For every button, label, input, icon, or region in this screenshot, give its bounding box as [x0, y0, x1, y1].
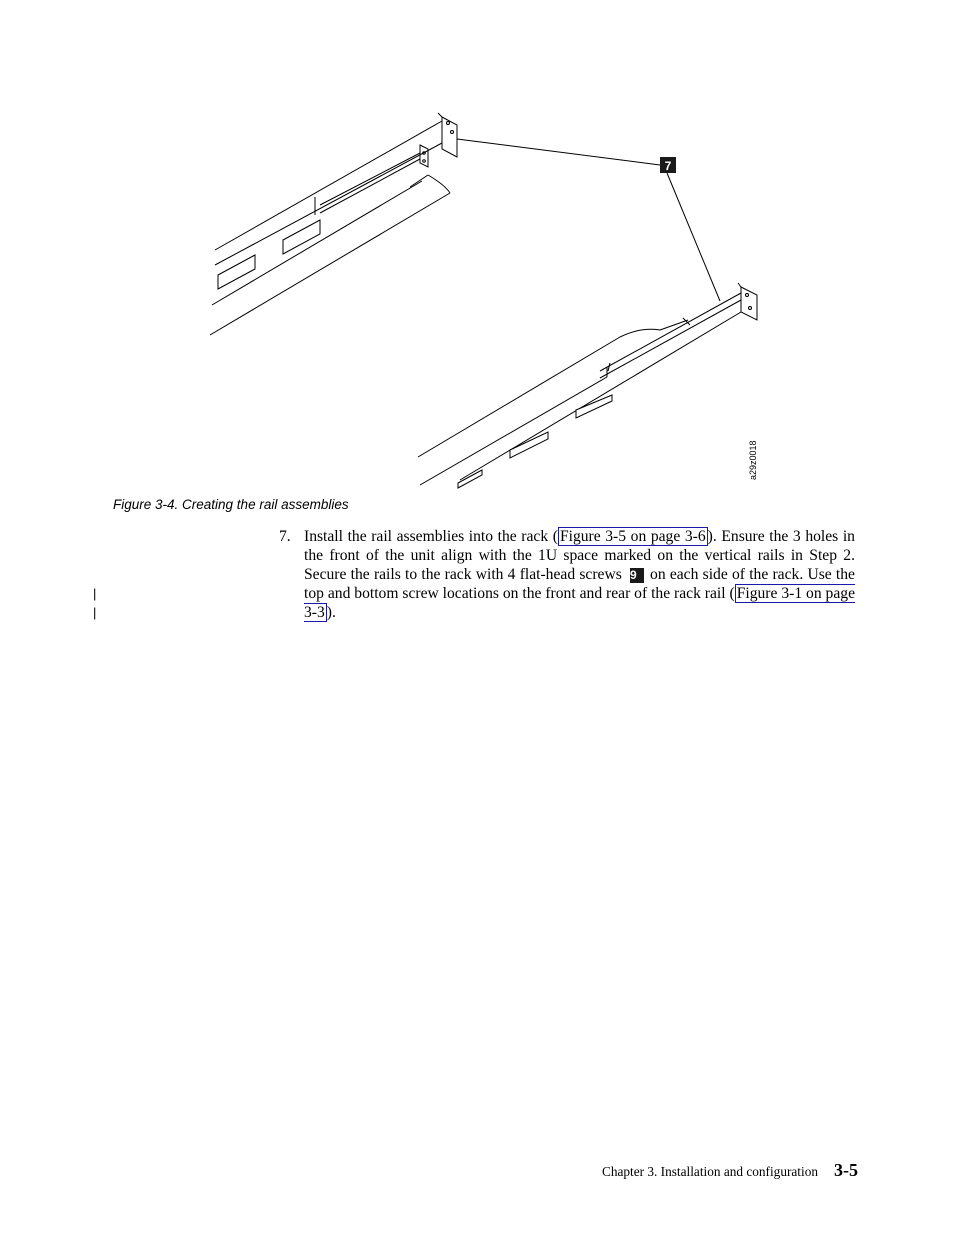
page-number: 3-5 [834, 1160, 858, 1180]
callout-9-badge: 9 [630, 568, 644, 583]
step-text-part-1: Install the rail assemblies into the rack ( [304, 528, 558, 545]
leader-line-lower [667, 173, 720, 301]
step-text [304, 527, 855, 622]
step-number: 7. [279, 528, 291, 545]
step-text-part-4: ). [326, 604, 336, 621]
rail-assembly-drawing [200, 105, 770, 490]
step-text-part-2: ). Ensure the 3 holes in the front of the unit align with the 1U space marked on the vertical rails in Step 2. Secure the rails to the rack with 4 flat-head screws [304, 528, 855, 583]
upper-rail [210, 113, 457, 335]
instruction-step [279, 527, 855, 622]
step-text-part-3: on each side of the rack. Use the top and bottom screw locations on the front and rear of the rack rail ( [304, 566, 855, 602]
lower-rail [418, 283, 757, 488]
rail-assembly-figure [200, 105, 770, 490]
figure-caption: Figure 3-4. Creating the rail assemblies [113, 497, 349, 512]
footer-chapter: Chapter 3. Installation and configuration [601, 1164, 818, 1179]
page-footer [602, 1160, 858, 1181]
callout-7-label: 7 [664, 159, 672, 173]
leader-line-upper [457, 139, 660, 165]
change-bar: | [93, 586, 97, 601]
link-figure-3-1[interactable]: Figure 3-1 on page 3-3 [304, 585, 855, 621]
link-figure-3-5[interactable]: Figure 3-5 on page 3-6 [559, 528, 706, 545]
image-code: a29z0018 [748, 440, 758, 480]
change-bar: | [93, 605, 97, 620]
